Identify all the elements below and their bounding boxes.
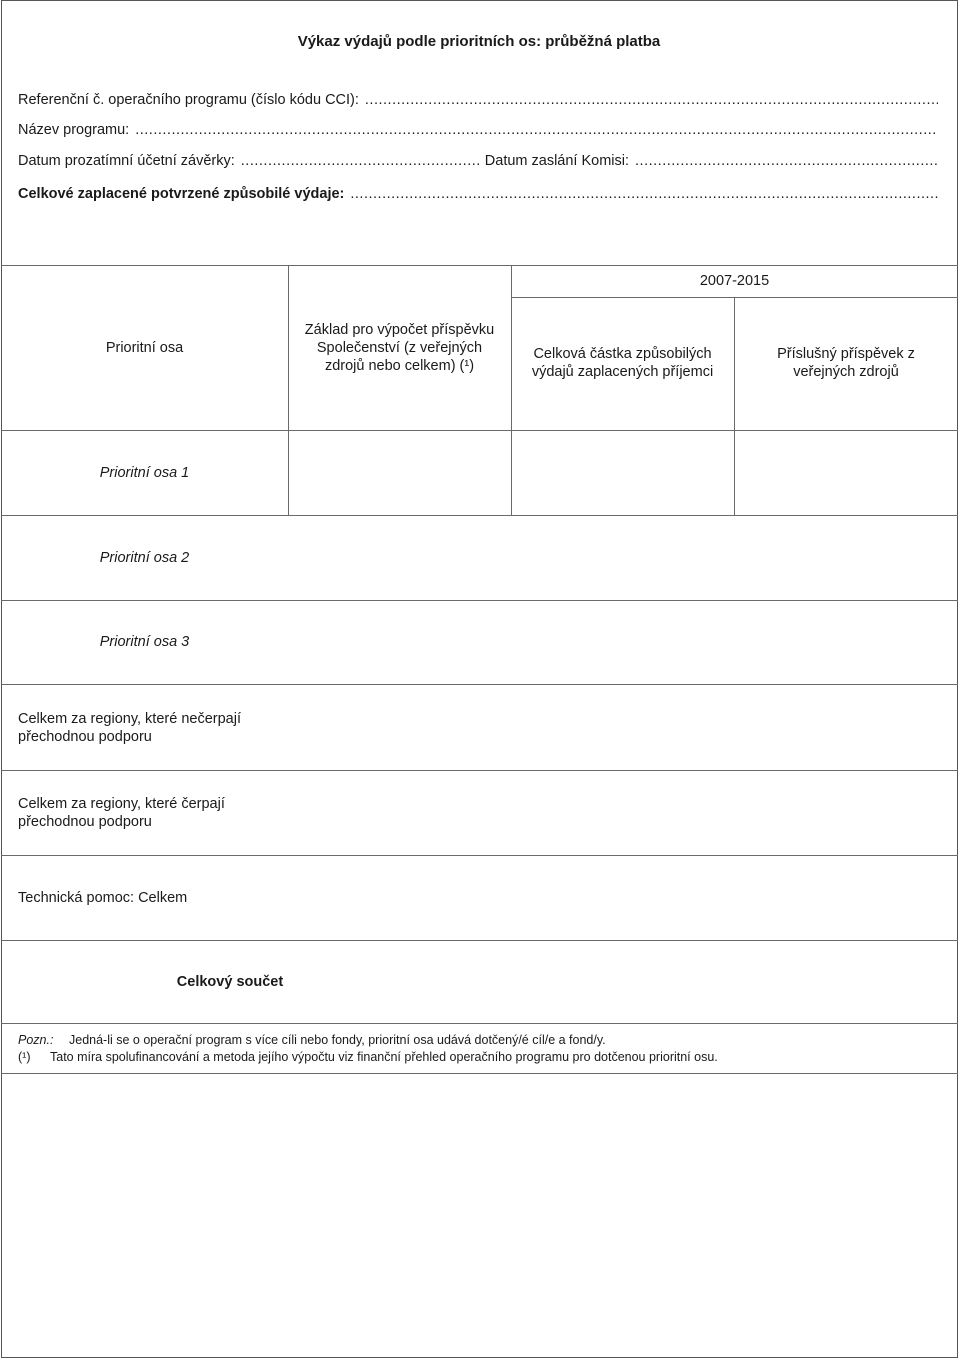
note-label: Pozn.: — [18, 1033, 54, 1047]
row-label-axis-3: Prioritní osa 3 — [99, 634, 190, 650]
form-title: Výkaz výdajů podle prioritních os: průběžná platba — [297, 33, 661, 50]
total-paid-dotted-line[interactable] — [350, 186, 938, 202]
dates-field — [18, 153, 938, 173]
total-paid-label: Celkové zaplacené potvrzené způsobilé výdaje: — [18, 186, 345, 202]
program-name-dotted-line[interactable] — [135, 122, 938, 138]
cci-field — [18, 92, 938, 112]
cci-label: Referenční č. operačního programu (číslo kódu CCI): — [18, 92, 359, 108]
row-label-technical-assistance: Technická pomoc: Celkem — [18, 890, 188, 906]
row-label-transitional: Celkem za regiony, které čerpají přechodnou podporu — [18, 796, 225, 830]
accounts-date-dotted-line[interactable] — [241, 153, 481, 169]
total-paid-field — [18, 186, 938, 206]
accounts-date-label: Datum prozatímní účetní závěrky: — [18, 153, 235, 169]
program-name-field — [18, 122, 938, 142]
header-total-amount: Celková částka způsobilých výdajů zaplacených příjemci — [531, 345, 714, 380]
row-label-axis-1: Prioritní osa 1 — [99, 464, 190, 481]
row-label-grand-total: Celkový součet — [176, 973, 284, 990]
submission-date-label: Datum zaslání Komisi: — [484, 153, 630, 169]
header-axis: Prioritní osa — [105, 339, 184, 356]
header-basis: Základ pro výpočet příspěvku Společenství (z veřejných zdrojů nebo celkem) (¹) — [304, 321, 495, 374]
row-label-non-transitional: Celkem za regiony, které nečerpají přechodnou podporu — [18, 711, 241, 745]
program-name-label: Název programu: — [18, 122, 130, 138]
row-label-axis-2: Prioritní osa 2 — [99, 549, 190, 566]
footnote-label: (¹) — [18, 1050, 31, 1064]
header-period: 2007-2015 — [699, 273, 770, 289]
footnote-text: Tato míra spolufinancování a metoda jejího výpočtu viz finanční přehled operačního programu pro dotčenou prioritní osu. — [50, 1050, 718, 1064]
submission-date-dotted-line[interactable] — [635, 153, 938, 169]
cci-dotted-line[interactable] — [365, 92, 938, 108]
header-public-contribution: Příslušný příspěvek z veřejných zdrojů — [777, 345, 915, 380]
note-text: Jedná-li se o operační program s více cíli nebo fondy, prioritní osa udává dotčený/é cíl/e a fond/y. — [69, 1033, 606, 1047]
